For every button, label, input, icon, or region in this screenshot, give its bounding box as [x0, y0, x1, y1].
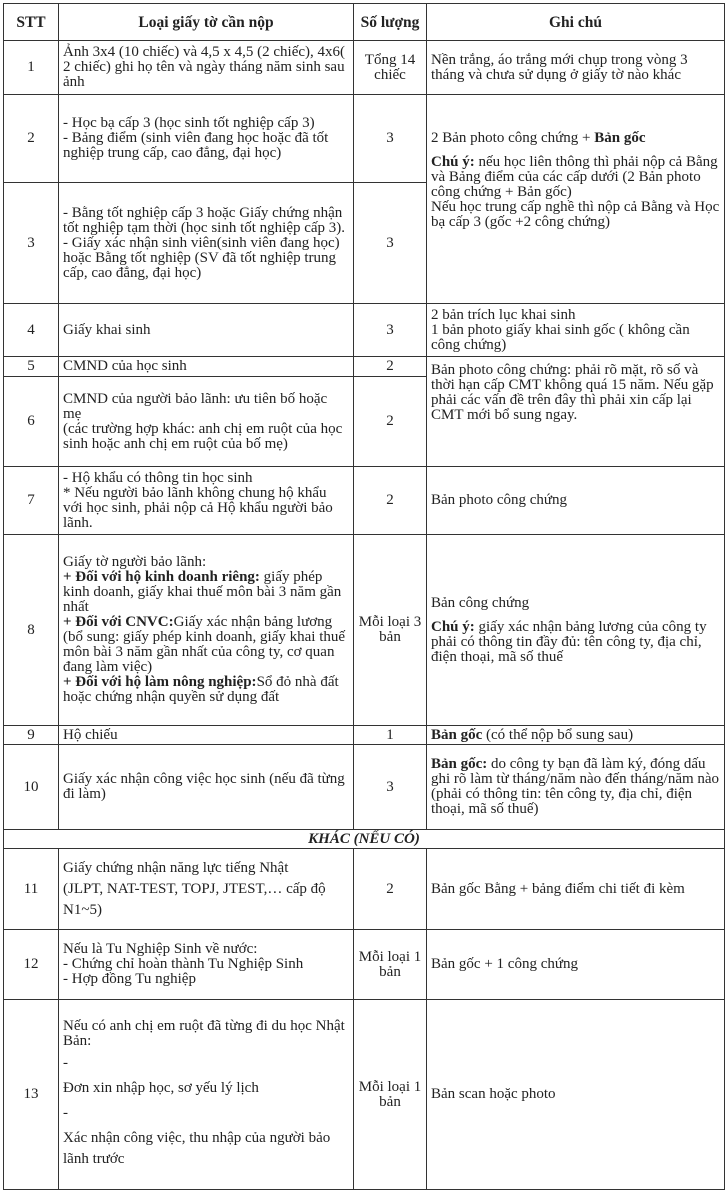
header-row — [4, 4, 725, 41]
row-9-item: Hộ chiếu — [59, 726, 354, 745]
row-13-note: Bản scan hoặc photo — [427, 1000, 725, 1190]
row-13-item-line-1: Nếu có anh chị em ruột đã từng đi du học Nhật Bản: — [63, 1018, 345, 1049]
row-4-note — [427, 304, 725, 357]
row-2-note-copies — [431, 131, 720, 146]
row-2-item-line-1: - Học bạ cấp 3 (học sinh tốt nghiệp cấp 3) — [63, 115, 315, 131]
row-6-item-line-1: CMND của người bảo lãnh: ưu tiên bố hoặc mẹ — [63, 390, 328, 422]
row-11-item — [59, 849, 354, 930]
row-7-stt: 7 — [4, 467, 59, 535]
table-row — [4, 1000, 725, 1190]
row-1-qty: Tổng 14 chiếc — [354, 41, 427, 95]
row-4-note-line-2: 1 bản photo giấy khai sinh gốc ( không cần công chứng) — [431, 321, 690, 353]
row-10-note-original: Bản gốc: — [431, 756, 488, 772]
document-requirements-table — [3, 3, 725, 1190]
row-8-stt: 8 — [4, 535, 59, 726]
row-6-stt: 6 — [4, 377, 59, 467]
row-8-qty: Mỗi loại 3 bản — [354, 535, 427, 726]
row-6-item-line-2: (các trường hợp khác: anh chị em ruột của học sinh hoặc anh chị em ruột của bố mẹ) — [63, 420, 343, 452]
row-8-item-business-label: + Đối với hộ kinh doanh riêng: — [63, 569, 260, 585]
row-1-note: Nền trắng, áo trắng mới chụp trong vòng 3 tháng và chưa sử dụng ở giấy tờ nào khác — [427, 41, 725, 95]
row-13-item-line-5: Xác nhận công việc, thu nhập của người bảo lãnh trước — [63, 1130, 331, 1167]
row-4-note-line-1: 2 bản trích lục khai sinh — [431, 306, 576, 323]
row-4-qty: 3 — [354, 304, 427, 357]
header-qty: Số lượng — [354, 4, 427, 41]
row-12-item — [59, 930, 354, 1000]
row-2-item-line-2: - Bảng điểm (sinh viên đang học hoặc đã tốt nghiệp trung cấp, cao đẳng, đại học) — [63, 130, 329, 161]
row-1-item: Ảnh 3x4 (10 chiếc) và 4,5 x 4,5 (2 chiếc), 4x6( 2 chiếc) ghi họ tên và ngày tháng năm sinh sau ảnh — [59, 41, 354, 95]
row-8-item-farming-text: Sổ đỏ nhà đất hoặc chứng nhận quyền sử dụng đất — [63, 674, 339, 705]
row-2-item — [59, 95, 354, 183]
row-10-note-text: do công ty bạn đã làm ký, đóng dấu ghi rõ làm từ tháng/năm nào đến tháng/năm nào (phải có thông tin: tên công ty, địa chỉ, điện thoại, mã số thuế) — [431, 756, 720, 817]
row-6-item — [59, 377, 354, 467]
row-8-item-intro: Giấy tờ người bảo lãnh: — [63, 554, 207, 570]
row-9-note — [427, 726, 725, 745]
row-8-item — [59, 535, 354, 726]
row-11-stt: 11 — [4, 849, 59, 930]
row-2-note-warning — [431, 155, 720, 200]
row-2-note-warning-text: nếu học liên thông thì phải nộp cả Bằng và Bảng điểm của các cấp dưới (2 Bản photo công chứng + Bản gốc) — [431, 154, 718, 200]
row-4-stt: 4 — [4, 304, 59, 357]
row-8-item-civil-servant-label: + Đối với CNVC: — [63, 614, 174, 630]
row-8-note-warning-text: giấy xác nhận bảng lương của công ty phải có thông tin đầy đủ: tên công ty, địa chỉ, điện thoại, mã số thuế — [431, 618, 707, 665]
row-7-qty: 2 — [354, 467, 427, 535]
section-title-other: KHÁC (NẾU CÓ) — [4, 830, 725, 849]
row-8-note-line-1: Bản công chứng — [431, 594, 530, 611]
row-5-6-note: Bản photo công chứng: phải rõ mặt, rõ số và thời hạn cấp CMT không quá 15 năm. Nếu gặp phải các vấn đề trên đây thì phải xin cấp lại CMT mới bổ sung ngay. — [427, 357, 725, 467]
row-7-item-line-2: * Nếu người bảo lãnh không chung hộ khẩu với học sinh, phải nộp cả Hộ khẩu người bảo lãnh. — [63, 484, 333, 531]
row-13-stt: 13 — [4, 1000, 59, 1190]
row-13-item-dash-2: - — [63, 1105, 68, 1121]
section-row-other — [4, 830, 725, 849]
row-5-item: CMND của học sinh — [59, 357, 354, 377]
row-3-item-line-2: - Giấy xác nhận sinh viên(sinh viên đang học) hoặc Bằng tốt nghiệp (SV đã tốt nghiệp trung cấp, cao đẳng, đại học) — [63, 234, 340, 281]
row-2-qty: 3 — [354, 95, 427, 183]
row-8-note-warning — [431, 620, 720, 665]
row-3-item-line-1: - Bằng tốt nghiệp cấp 3 hoặc Giấy chứng nhận tốt nghiệp tạm thời (học sinh tốt nghiệp cấp 3). — [63, 204, 346, 236]
row-1-stt: 1 — [4, 41, 59, 95]
row-7-note: Bản photo công chứng — [427, 467, 725, 535]
row-8-note — [427, 535, 725, 726]
row-11-note: Bản gốc Bằng + bảng điểm chi tiết đi kèm — [427, 849, 725, 930]
row-8-item-civil-servant-text: Giấy xác nhận bảng lương (bổ sung: giấy phép kinh doanh, giấy khai thuế môn bài 3 năm gần nhất của công ty, cơ quan đang làm việc) — [63, 614, 346, 675]
row-4-item: Giấy khai sinh — [59, 304, 354, 357]
row-10-stt: 10 — [4, 745, 59, 830]
row-13-qty: Mỗi loại 1 bản — [354, 1000, 427, 1190]
row-12-item-line-2: - Chứng chỉ hoàn thành Tu Nghiệp Sinh — [63, 956, 304, 972]
row-10-note — [427, 745, 725, 830]
row-5-qty: 2 — [354, 357, 427, 377]
row-8-item-farming — [63, 675, 349, 705]
row-12-item-line-3: - Hợp đồng Tu nghiệp — [63, 971, 196, 987]
row-11-qty: 2 — [354, 849, 427, 930]
row-9-qty: 1 — [354, 726, 427, 745]
row-12-note: Bản gốc + 1 công chứng — [427, 930, 725, 1000]
table-row — [4, 304, 725, 357]
row-8-note-warning-label: Chú ý: — [431, 618, 479, 635]
row-8-item-business-text: giấy phép kinh doanh, giấy khai thuế môn bài 3 năm gần nhất — [63, 569, 342, 615]
row-9-stt: 9 — [4, 726, 59, 745]
table-row — [4, 726, 725, 745]
row-2-stt: 2 — [4, 95, 59, 183]
row-3-stt: 3 — [4, 183, 59, 304]
row-7-item-line-1: - Hộ khẩu có thông tin học sinh — [63, 469, 253, 486]
row-2-note-copies-text: 2 Bản photo công chứng + — [431, 130, 595, 146]
row-12-item-line-1: Nếu là Tu Nghiệp Sinh về nước: — [63, 941, 258, 957]
row-8-item-civil-servant — [63, 615, 349, 675]
row-10-qty: 3 — [354, 745, 427, 830]
row-10-item: Giấy xác nhận công việc học sinh (nếu đã từng đi làm) — [59, 745, 354, 830]
table-row — [4, 41, 725, 95]
table-row — [4, 357, 725, 377]
row-13-item-dash-1: - — [63, 1055, 68, 1071]
row-2-note-original: Bản gốc — [594, 130, 646, 146]
row-12-stt: 12 — [4, 930, 59, 1000]
row-2-3-note — [427, 95, 725, 304]
row-2-note-warning-label: Chú ý: — [431, 154, 479, 170]
table-row — [4, 849, 725, 930]
table-row — [4, 467, 725, 535]
row-2-note-vocational: Nếu học trung cấp nghề thì nộp cả Bằng và Học bạ cấp 3 (gốc +2 công chứng) — [431, 199, 720, 230]
row-3-qty: 3 — [354, 183, 427, 304]
row-9-note-original: Bản gốc — [431, 726, 483, 743]
row-11-item-line-2: (JLPT, NAT-TEST, TOPJ, JTEST,… cấp độ N1~5) — [63, 880, 326, 918]
row-7-item — [59, 467, 354, 535]
table-row — [4, 95, 725, 183]
row-8-item-business — [63, 570, 349, 615]
row-6-qty: 2 — [354, 377, 427, 467]
row-12-qty: Mỗi loại 1 bản — [354, 930, 427, 1000]
header-note: Ghi chú — [427, 4, 725, 41]
table-row — [4, 535, 725, 726]
row-5-stt: 5 — [4, 357, 59, 377]
row-8-item-farming-label: + Đối với hộ làm nông nghiệp: — [63, 674, 257, 690]
header-stt: STT — [4, 4, 59, 41]
row-13-item — [59, 1000, 354, 1190]
table-row — [4, 930, 725, 1000]
header-item: Loại giấy tờ cần nộp — [59, 4, 354, 41]
row-11-item-line-1: Giấy chứng nhận năng lực tiếng Nhật — [63, 859, 289, 876]
row-13-item-line-3: Đơn xin nhập học, sơ yếu lý lịch — [63, 1080, 259, 1096]
row-3-item — [59, 183, 354, 304]
table-row — [4, 745, 725, 830]
row-9-note-text: (có thể nộp bổ sung sau) — [482, 726, 634, 743]
